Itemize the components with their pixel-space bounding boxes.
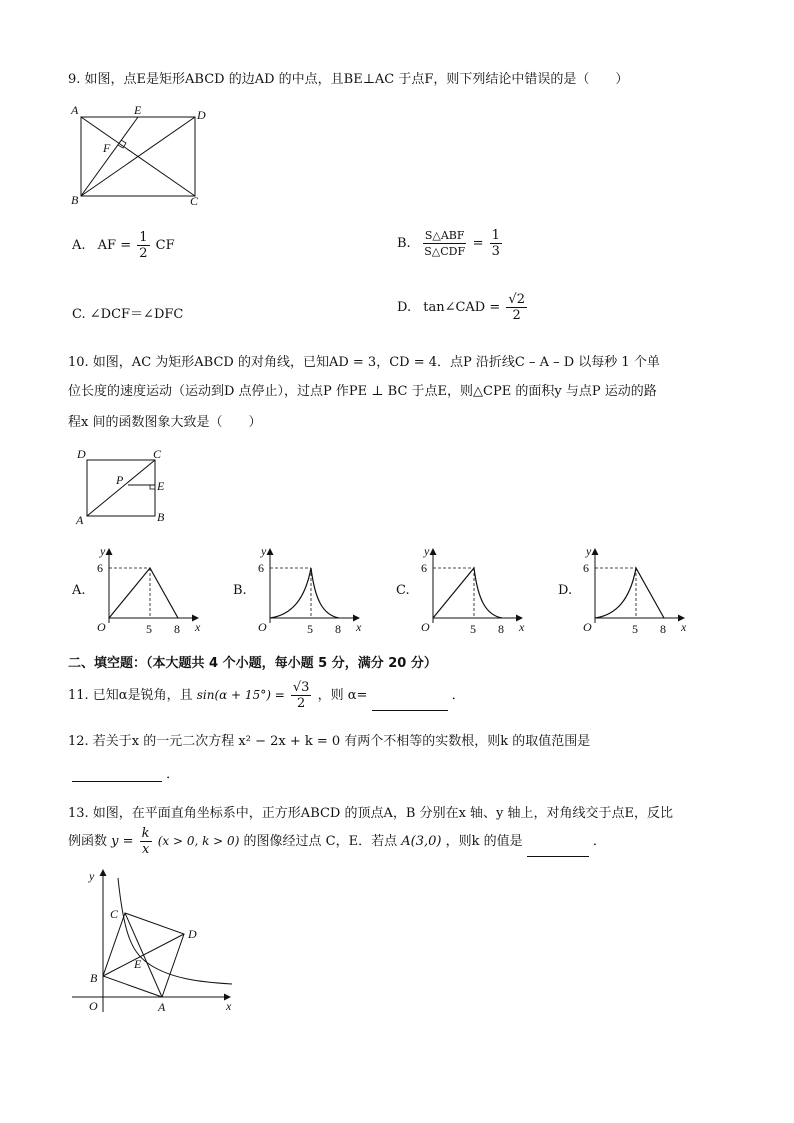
function-graph [416,545,546,640]
q11-expr: sin(α + 15°) = [196,688,285,702]
function-curve [595,568,664,618]
function-curve [109,568,178,618]
q13-answer-blank[interactable] [527,842,589,857]
q9-label-E: E [134,103,142,117]
q13-line2-post: 的图像经过点 C，E．若点 [243,834,398,849]
q13-label-A: A [158,1000,166,1014]
option-letter: A. [72,238,86,253]
option-c-text: ∠DCF＝∠DFC [89,307,184,322]
q9-option-d[interactable] [397,292,529,323]
tick-label-8: 8 [660,622,666,636]
option-letter: D. [397,300,412,315]
tick-label-6: 6 [97,561,103,575]
q10-line2: 位长度的速度运动（运动到D 点停止），过点P 作PE ⊥ BC 于点E，则△CPE 的面积y 与点P 运动的路 [68,384,657,399]
y-axis-label: y [586,544,592,558]
origin-label: O [421,620,430,634]
y-axis-label: y [261,544,267,558]
q11-end: ． [451,688,465,703]
q9-label-F: F [103,141,111,155]
option-letter: B. [233,583,247,598]
option-letter: D. [558,583,573,598]
q9-option-b[interactable] [397,228,504,259]
option-a-fraction: $\frac{1}{2}$ [139,230,148,261]
function-curve [433,568,502,618]
q11 [68,680,465,711]
q11-fraction: $\frac{√3}{2}$ [292,680,310,711]
q10-figure [74,446,174,528]
option-b-fraction: $\frac{1}{3}$ [491,228,500,259]
tick-label-5: 5 [146,622,152,636]
origin-label: O [583,620,592,634]
q9-option-a[interactable] [72,230,175,261]
q9-label-D: D [197,108,206,122]
tick-label-8: 8 [498,622,504,636]
tick-label-5: 5 [307,622,313,636]
q13-label-B: B [90,971,98,985]
q13-label-C: C [110,907,119,921]
function-curve [270,568,339,618]
q13-line1: 13. 如图，在平面直角坐标系中，正方形ABCD 的顶点A，B 分别在x 轴、y 轴上，对角线交于点E，反比 [68,806,673,821]
y-axis-label: y [424,544,430,558]
q13-cond: (x > 0, k > 0) [157,834,240,848]
q10-label-E: E [157,479,165,493]
q13-line2 [68,826,606,857]
q13-line2-post2: ，则k 的值是 [445,834,523,849]
q12-end: ． [166,767,180,782]
x-axis-label: x [356,620,362,634]
q13-fraction: $\frac{k}{x}$ [141,826,150,857]
q13-label-D: D [188,927,197,941]
option-letter: C. [72,307,86,322]
q9-label-C: C [190,194,199,208]
q9-label-B: B [71,193,79,207]
tick-label-6: 6 [583,561,589,575]
option-letter: C. [396,583,410,598]
q9-option-c[interactable] [72,303,183,322]
tick-label-5: 5 [470,622,476,636]
q13-label-E: E [134,957,142,971]
q13-end: ． [592,834,606,849]
tick-label-8: 8 [174,622,180,636]
tick-label-6: 6 [258,561,264,575]
y-axis-label: y [100,544,106,558]
q11-pre: 11. 已知α是锐角，且 [68,688,193,703]
q10-line3: 程x 间的函数图象大致是（ ） [68,415,262,430]
q9-label-A: A [71,103,79,117]
x-axis-label: x [681,620,687,634]
q12-answer [72,763,179,782]
function-graph [578,545,708,640]
q10-label-D: D [77,447,86,461]
q13-label-y: y [89,869,95,883]
q12-answer-blank[interactable] [72,767,162,782]
option-b-area-fraction: $\frac{\text{S△ABF}}{\text{S△CDF}}$ [424,229,466,258]
q12-line1: 12. 若关于x 的一元二次方程 x² − 2x + k = 0 有两个不相等的实数根，则k 的取值范围是 [68,734,591,749]
q10-line1: 10. 如图，AC 为矩形ABCD 的对角线，已知AD = 3，CD = 4．点P 沿折线C – A – D 以每秒 1 个单 [68,355,660,370]
q11-post: ，则 α= [317,688,368,703]
tick-label-6: 6 [421,561,427,575]
function-graph [253,545,383,640]
origin-label: O [258,620,267,634]
option-a-rhs: CF [155,238,175,253]
q13-label-x: x [226,999,232,1013]
option-letter: A. [72,583,86,598]
q9-figure [68,100,218,210]
q10-label-A: A [76,513,84,527]
option-d-fraction: $\frac{√2}{2}$ [508,292,525,323]
q9-stem: 9. 如图，点E是矩形ABCD 的边AD 的中点，且BE⊥AC 于点F，则下列结论中错误的是（ ） [68,72,629,87]
origin-label: O [97,620,106,634]
q13-figure [72,866,242,1016]
q10-label-C: C [153,447,162,461]
option-letter: B. [397,236,411,251]
tick-label-5: 5 [632,622,638,636]
option-a-lhs: AF = [97,238,132,253]
function-graph [92,545,222,640]
q13-func: y = [111,834,134,849]
q10-label-P: P [116,473,124,487]
tick-label-8: 8 [335,622,341,636]
x-axis-label: x [519,620,525,634]
option-d-lhs: tan∠CAD = [423,300,501,315]
x-axis-label: x [195,620,201,634]
q13-line2-pre: 例函数 [68,834,108,849]
q10-label-B: B [157,510,165,524]
option-b-eq: = [472,236,484,251]
q11-answer-blank[interactable] [372,696,448,711]
q13-label-O: O [89,999,98,1013]
q13-point: A(3,0) [401,834,442,849]
section-heading: 二、填空题：（本大题共 4 个小题，每小题 5 分，满分 20 分） [68,656,437,671]
